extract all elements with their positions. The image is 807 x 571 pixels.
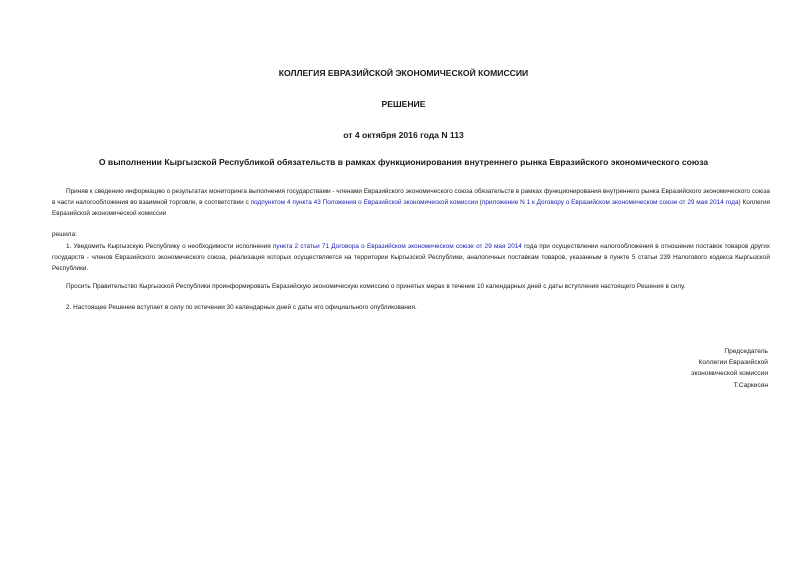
- document-title: О выполнении Кыргызской Республикой обязательств в рамках функционирования внутреннего рынка Евразийского экономического союза: [98, 157, 709, 167]
- item-1-before: 1. Уведомить Кыргызскую Республику о необходимости исполнения: [66, 243, 273, 250]
- signature-body: Коллегии Евразийской: [698, 359, 768, 367]
- intro-text-after: ) Коллегия Евразийской экономической комиссии: [52, 199, 771, 217]
- resolved-label: решила:: [52, 231, 77, 238]
- link-subparagraph-4[interactable]: подпунктом 4 пункта 43 Положения о Евразийской экономической комиссии: [250, 199, 478, 206]
- organization-name: КОЛЛЕГИЯ ЕВРАЗИЙСКОЙ ЭКОНОМИЧЕСКОЙ КОМИССИИ: [278, 68, 529, 78]
- document-date: от 4 октября 2016 года N 113: [343, 130, 464, 140]
- signature-position: Председатель: [724, 348, 768, 355]
- item-1-after: года при осуществлении налогообложения в отношении поставок товаров других государств - членов Евразийского экономического союза, реализация которых осуществляется на территории Кыргызской Республики, аналогичных поставкам товаров, указанным в пункте 5 статьи 239 Налогового кодекса Кыргызской Республики.: [52, 243, 770, 272]
- document-type: РЕШЕНИЕ: [381, 99, 426, 109]
- signature-block: [691, 346, 768, 391]
- item-1-paragraph: [52, 241, 770, 274]
- intro-paragraph: [52, 186, 770, 219]
- link-article-71[interactable]: пункта 2 статьи 71 Договора о Евразийском экономическом союзе от 29 мая 2014: [272, 243, 522, 250]
- intro-text-before: Приняв к сведению информацию о результатах мониторинга выполнения государствами - членами Евразийского экономического союза обязательств в рамках функционирования внутреннего рынка Евразийского экономического союза в части налогообложения во взаимной торговле, в соответствии с: [52, 188, 770, 206]
- item-2-paragraph: 2. Настоящее Решение вступает в силу по истечении 30 календарных дней с даты его официального опубликования.: [66, 304, 417, 311]
- intro-text-mid: (: [477, 199, 482, 206]
- link-annex-1[interactable]: приложение N 1 к Договору о Евразийском экономическом союзе от 29 мая 2014 года: [481, 199, 739, 206]
- signature-name: Т.Саркисян: [733, 381, 768, 389]
- request-paragraph: Просить Правительство Кыргызской Республики проинформировать Евразийскую экономическую комиссию о принятых мерах в течение 10 календарных дней с даты вступления настоящего Решения в силу.: [66, 283, 686, 290]
- signature-org: экономической комиссии: [691, 370, 768, 378]
